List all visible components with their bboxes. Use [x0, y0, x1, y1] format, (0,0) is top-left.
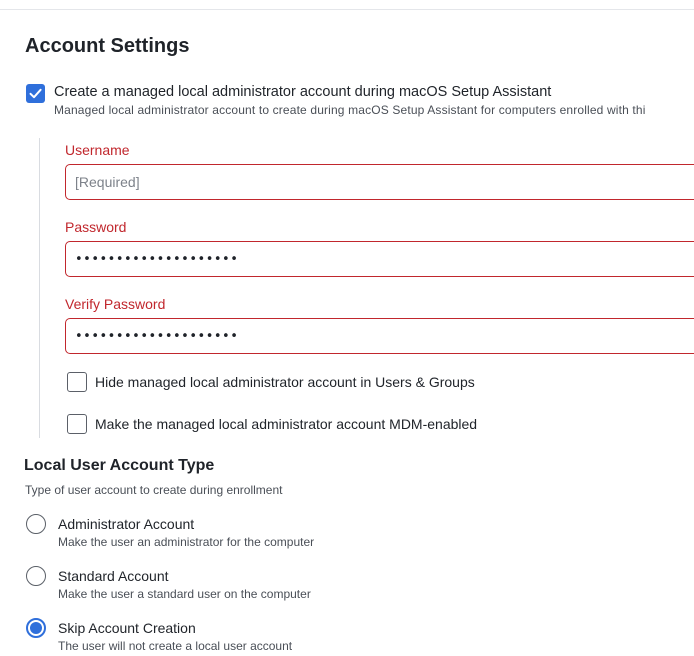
radio-standard-account-description: Make the user a standard user on the computer: [58, 587, 311, 601]
local-user-account-type-title: Local User Account Type: [24, 457, 215, 474]
page-title: Account Settings: [25, 35, 190, 57]
radio-skip-account-creation-label[interactable]: Skip Account Creation: [58, 620, 196, 636]
verify-password-label: Verify Password: [65, 296, 166, 312]
checkmark-icon: [26, 84, 45, 103]
top-divider: [0, 9, 694, 10]
indent-divider: [39, 138, 40, 438]
managed-admin-description: Managed local administrator account to create during macOS Setup Assistant for computers enrolled with thi: [54, 103, 646, 117]
username-label: Username: [65, 142, 130, 158]
radio-standard-account[interactable]: [26, 566, 46, 586]
verify-password-input[interactable]: [65, 318, 694, 354]
hide-account-label[interactable]: Hide managed local administrator account in Users & Groups: [95, 374, 475, 390]
radio-administrator-account[interactable]: [26, 514, 46, 534]
password-input[interactable]: [65, 241, 694, 277]
hide-account-checkbox[interactable]: [67, 372, 87, 392]
radio-standard-account-label[interactable]: Standard Account: [58, 568, 169, 584]
managed-admin-checkbox[interactable]: [26, 84, 45, 103]
radio-administrator-account-description: Make the user an administrator for the computer: [58, 535, 315, 549]
local-user-account-type-description: Type of user account to create during enrollment: [25, 483, 283, 497]
radio-skip-account-creation[interactable]: [26, 618, 46, 638]
radio-skip-account-creation-description: The user will not create a local user account: [58, 639, 293, 653]
mdm-enabled-label[interactable]: Make the managed local administrator account MDM-enabled: [95, 416, 478, 432]
mdm-enabled-checkbox[interactable]: [67, 414, 87, 434]
password-label: Password: [65, 219, 127, 235]
username-input[interactable]: [65, 164, 694, 200]
managed-admin-checkbox-label[interactable]: Create a managed local administrator account during macOS Setup Assistant: [54, 84, 552, 100]
radio-administrator-account-label[interactable]: Administrator Account: [58, 516, 195, 532]
